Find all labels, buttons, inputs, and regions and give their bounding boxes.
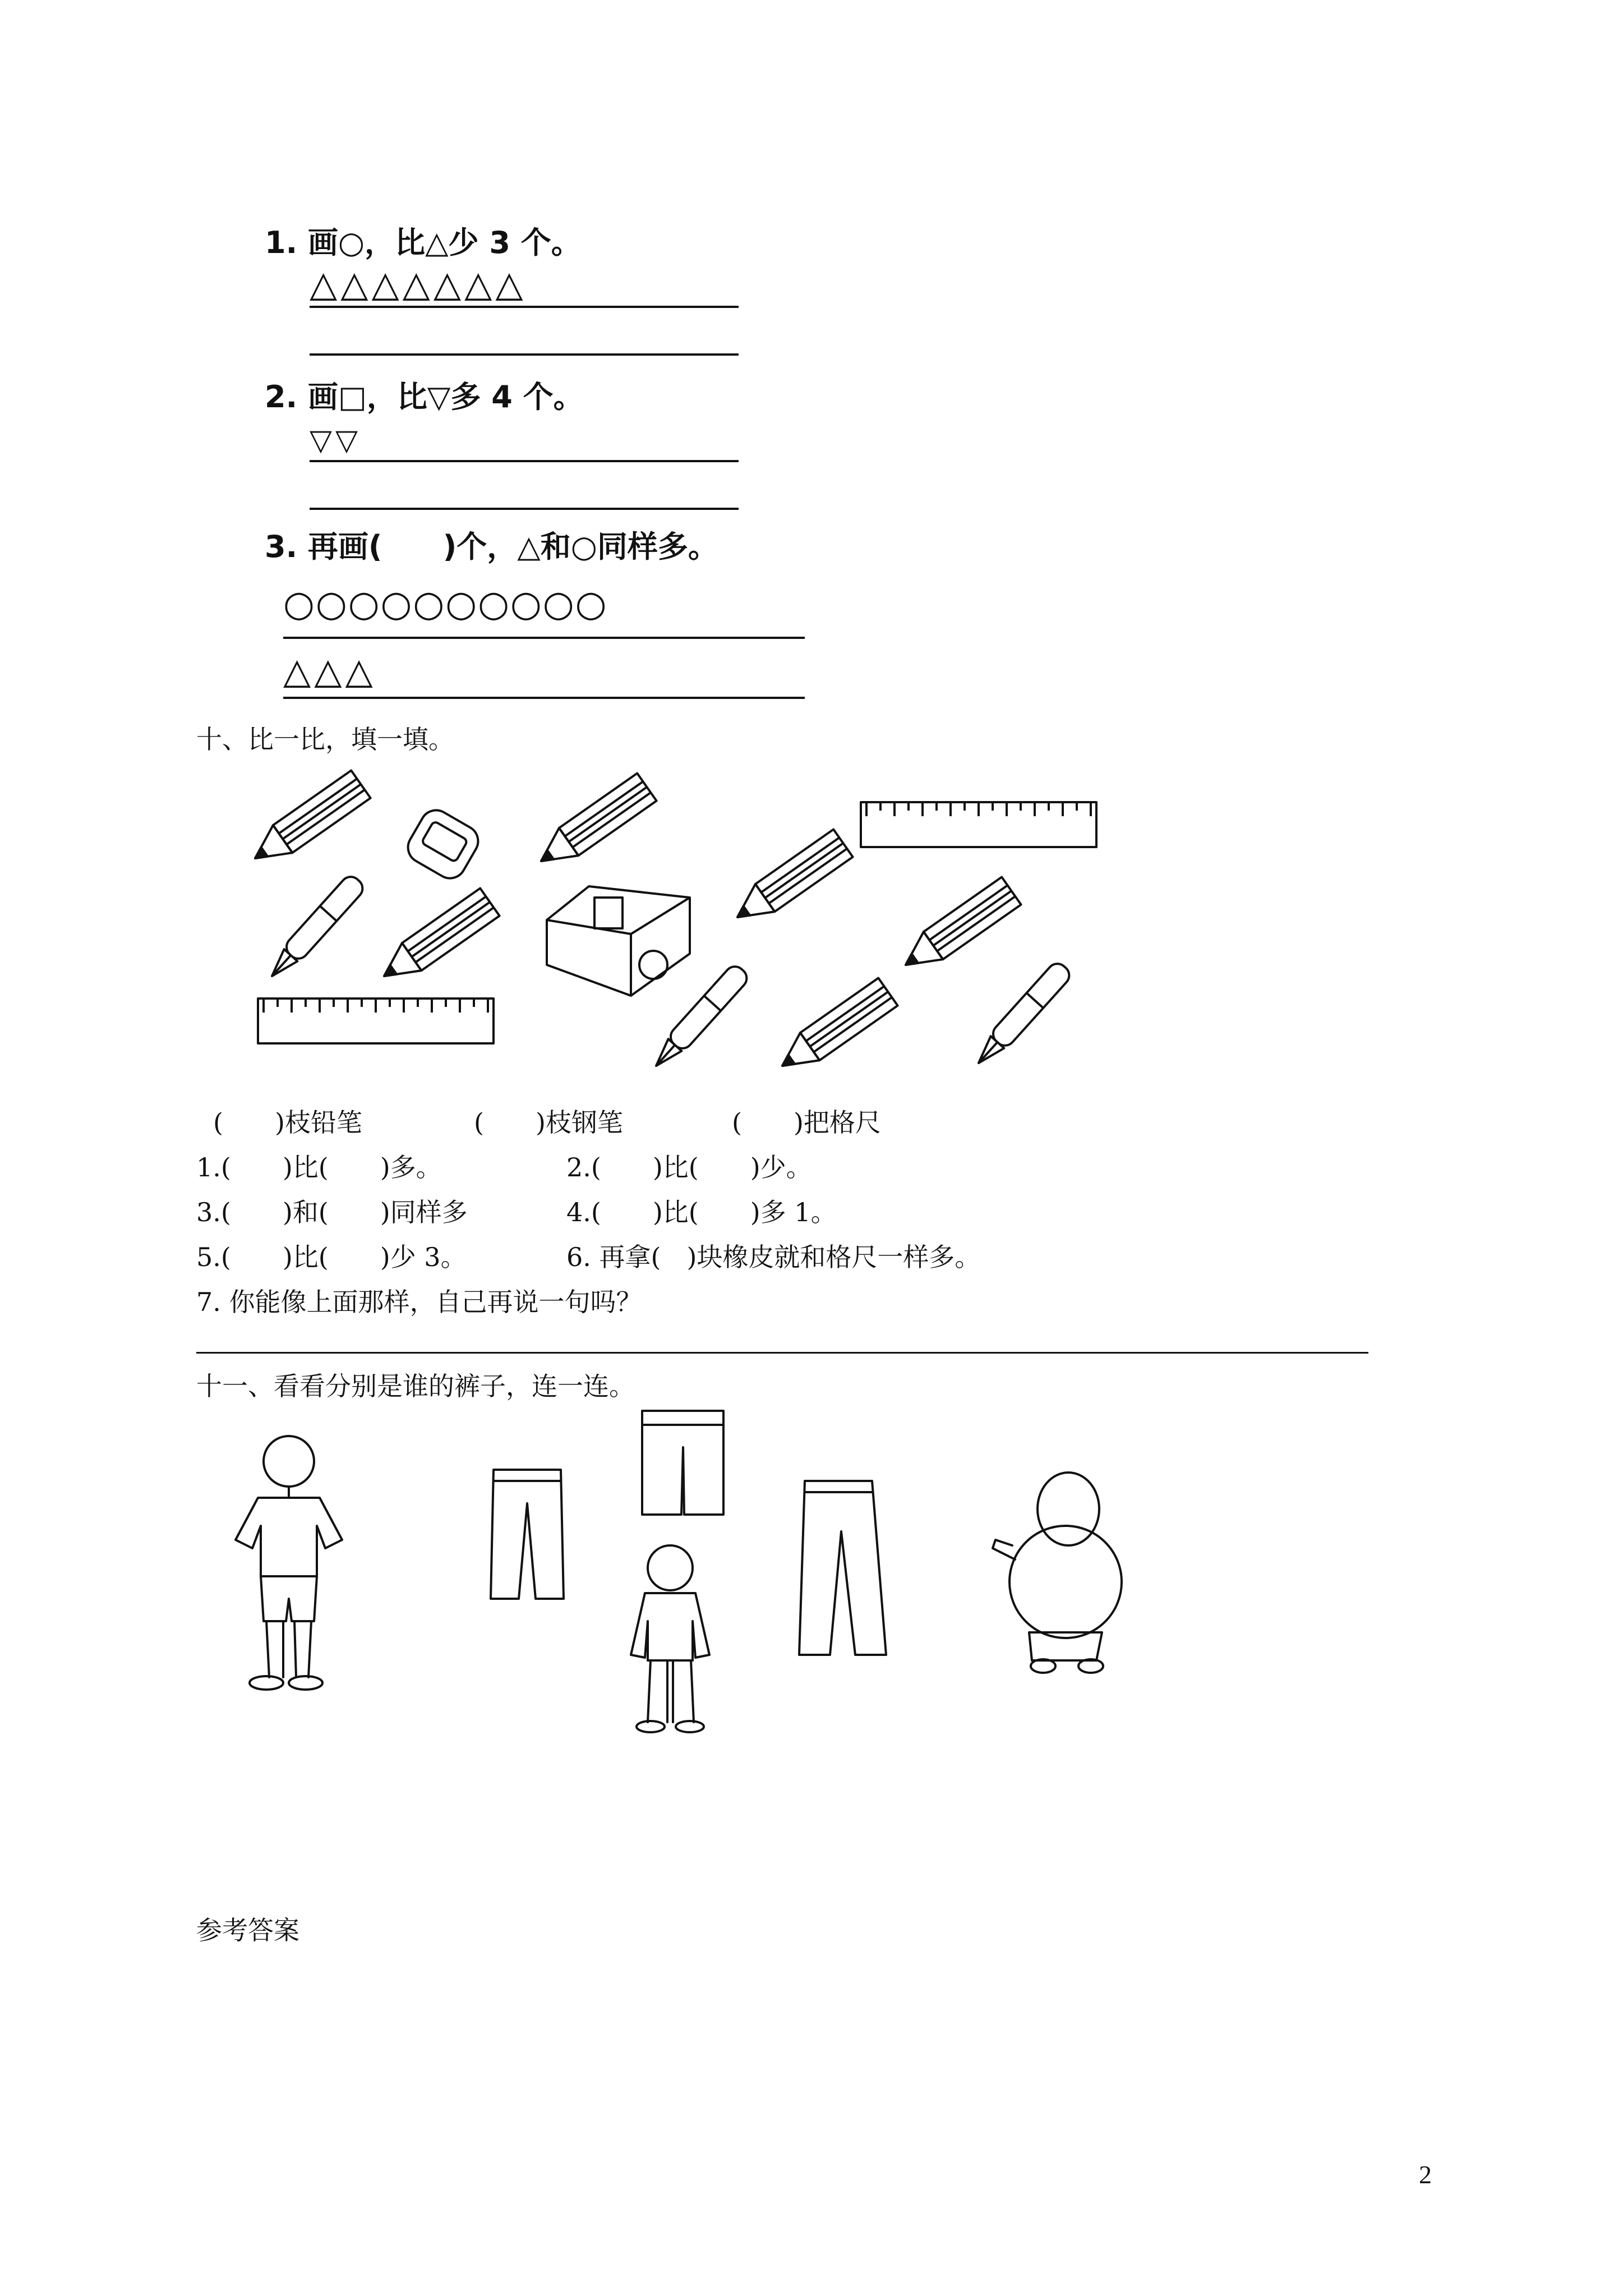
pen-count-blank: ( )枝钢笔 [474, 1107, 623, 1138]
question-5: 5.( )比( )少 3。 [196, 1242, 467, 1272]
section-11-title: 十一、看看分别是谁的裤子，连一连。 [196, 1371, 635, 1401]
question-2: 2.( )比( )少。 [566, 1152, 812, 1182]
question-4: 4.( )比( )多 1。 [566, 1197, 837, 1227]
tall-boy-figure [236, 1436, 342, 1690]
shorts-icon [642, 1411, 723, 1515]
section-10-title: 十、比一比，填一填。 [196, 724, 454, 754]
task-3-triangles: △△△ [283, 651, 376, 692]
task-3-circles: ○○○○○○○○○○ [283, 583, 608, 625]
task-3-label: 3. 再画( )个，△和○同样多。 [265, 529, 718, 564]
task-1-label: 1. 画○，比△少 3 个。 [265, 225, 582, 260]
long-pants-icon [491, 1470, 564, 1599]
fat-man-figure [993, 1473, 1122, 1673]
page-number: 2 [1419, 2160, 1432, 2189]
long-pants-icon [799, 1481, 886, 1655]
pencil-count-blank: ( )枝铅笔 [213, 1107, 362, 1138]
ruler-count-blank: ( )把格尺 [732, 1107, 881, 1138]
answers-heading: 参考答案 [196, 1915, 299, 1945]
question-3: 3.( )和( )同样多 [196, 1197, 468, 1227]
question-1: 1.( )比( )多。 [196, 1152, 442, 1182]
small-boy-figure [631, 1545, 709, 1732]
question-6: 6. 再拿( )块橡皮就和格尺一样多。 [566, 1242, 981, 1272]
task-2-inverted-triangles: ▽▽ [310, 424, 361, 457]
question-7: 7. 你能像上面那样，自己再说一句吗？ [196, 1287, 642, 1317]
task-1-triangles: △△△△△△△ [310, 264, 527, 305]
task-2-label: 2. 画□，比▽多 4 个。 [265, 379, 584, 415]
